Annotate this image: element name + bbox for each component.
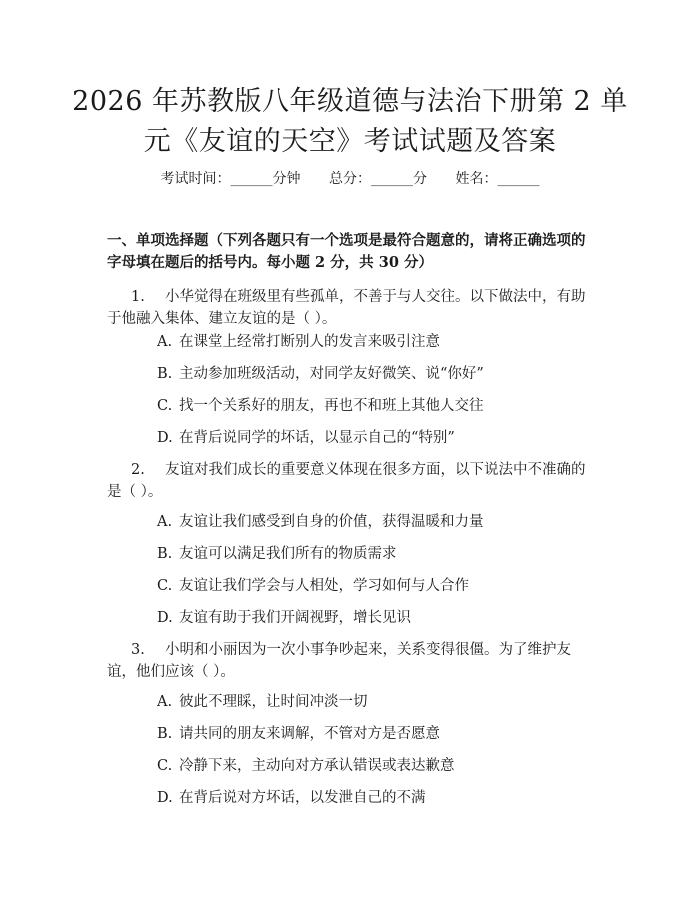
option-text: 在课堂上经常打断别人的发言来吸引注意 xyxy=(179,334,440,350)
question-1-option-c xyxy=(157,395,597,417)
question-3-option-c xyxy=(157,755,597,777)
section-heading: 一、单项选择题（下列各题只有一个选项是最符合题意的，请将正确选项的字母填在题后的括号内。每小题 2 分，共 30 分） xyxy=(107,232,586,271)
question-number: 3. xyxy=(131,642,145,658)
option-text: 在背后说同学的坏话，以显示自己的“特别” xyxy=(179,430,455,446)
option-text: 冷静下来，主动向对方承认错误或表达歉意 xyxy=(179,758,455,774)
option-letter: D. xyxy=(157,610,173,626)
question-3-option-a xyxy=(157,691,597,713)
question-3 xyxy=(107,639,597,683)
option-text: 找一个关系好的朋友，再也不和班上其他人交往 xyxy=(179,398,484,414)
question-3-option-b xyxy=(157,723,597,745)
exam-time-field: 考试时间：______分钟 xyxy=(160,171,301,187)
total-score-field: 总分：______分 xyxy=(329,171,427,187)
option-text: 友谊让我们学会与人相处，学习如何与人合作 xyxy=(179,578,469,594)
page-title xyxy=(60,82,640,162)
question-1-option-d xyxy=(157,427,597,449)
exam-meta xyxy=(0,168,700,188)
question-text: 小明和小丽因为一次小事争吵起来，关系变得很僵。为了维护友谊，他们应该（ ）。 xyxy=(107,642,571,680)
title-line-2: 元《友谊的天空》考试试题及答案 xyxy=(143,126,557,157)
option-text: 友谊有助于我们开阔视野，增长见识 xyxy=(179,610,411,626)
question-number: 2. xyxy=(131,462,145,478)
option-letter: D. xyxy=(157,790,173,806)
question-1-option-b xyxy=(157,363,597,385)
question-2 xyxy=(107,459,597,503)
question-text: 小华觉得在班级里有些孤单，不善于与人交往。以下做法中，有助于他融入集体、建立友谊的是（ ）。 xyxy=(107,289,586,327)
option-text: 彼此不理睬，让时间冲淡一切 xyxy=(179,694,368,710)
option-text: 请共同的朋友来调解，不管对方是否愿意 xyxy=(179,726,440,742)
option-letter: C. xyxy=(157,398,173,414)
option-letter: A. xyxy=(157,334,173,350)
option-letter: B. xyxy=(157,366,173,382)
option-letter: C. xyxy=(157,758,173,774)
option-text: 主动参加班级活动，对同学友好微笑、说“你好” xyxy=(179,366,484,382)
question-2-option-d xyxy=(157,607,597,629)
question-2-option-c xyxy=(157,575,597,597)
option-text: 在背后说对方坏话，以发泄自己的不满 xyxy=(179,790,426,806)
question-3-option-d xyxy=(157,787,597,809)
question-2-option-a xyxy=(157,511,597,533)
option-text: 友谊让我们感受到自身的价值，获得温暖和力量 xyxy=(179,514,484,530)
title-line-1: 2026 年苏教版八年级道德与法治下册第 2 单 xyxy=(72,86,628,117)
question-text: 友谊对我们成长的重要意义体现在很多方面，以下说法中不准确的是（ ）。 xyxy=(107,462,586,500)
option-letter: B. xyxy=(157,726,173,742)
option-letter: C. xyxy=(157,578,173,594)
question-2-option-b xyxy=(157,543,597,565)
student-name-field: 姓名：______ xyxy=(455,171,540,187)
question-1-option-a xyxy=(157,331,597,353)
option-letter: A. xyxy=(157,694,173,710)
option-letter: B. xyxy=(157,546,173,562)
option-text: 友谊可以满足我们所有的物质需求 xyxy=(179,546,397,562)
question-number: 1. xyxy=(131,289,145,305)
option-letter: D. xyxy=(157,430,173,446)
question-1 xyxy=(107,286,597,330)
option-letter: A. xyxy=(157,514,173,530)
